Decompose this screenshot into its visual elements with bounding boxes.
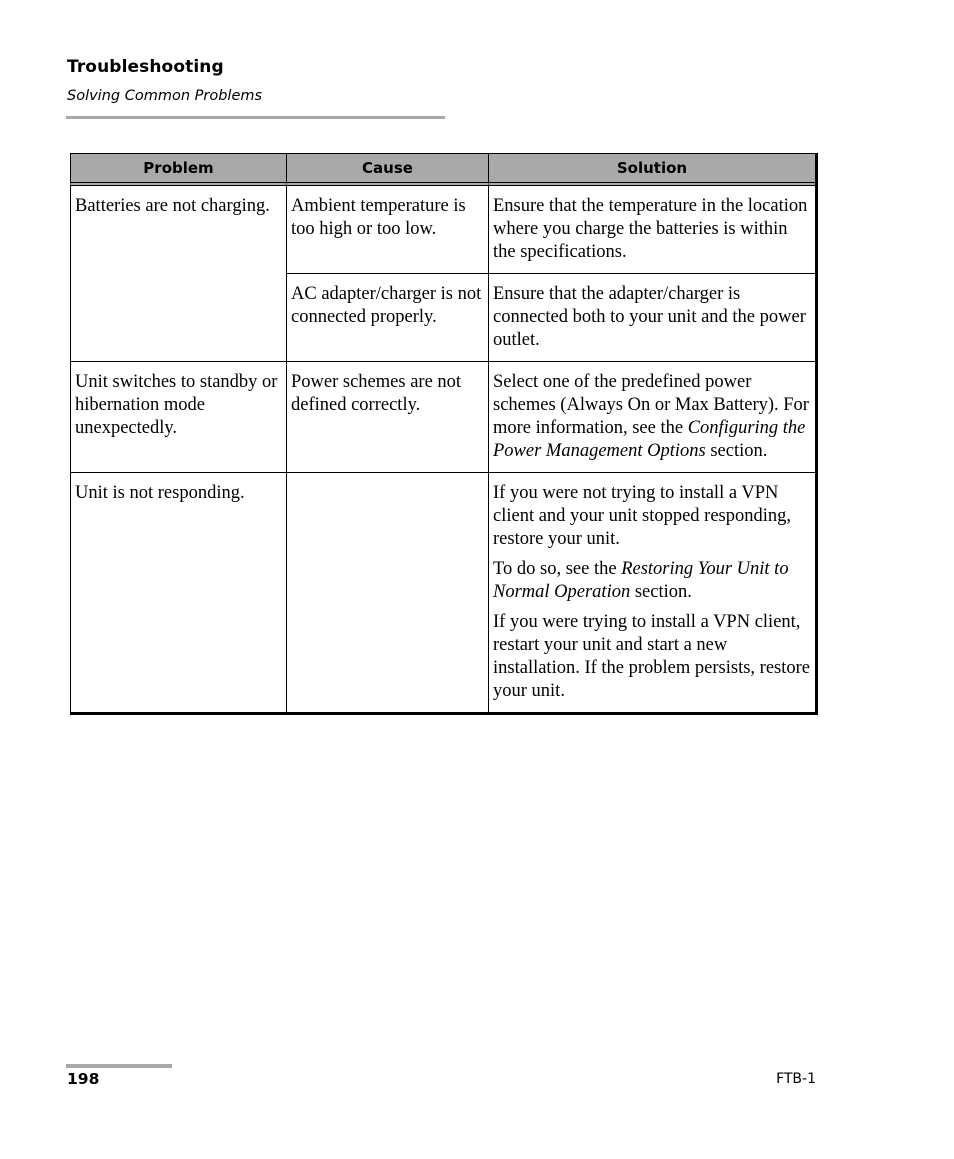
section-title: Troubleshooting [67, 57, 224, 77]
table-row [70, 186, 815, 274]
cross-reference-restore: Restoring Your Unit to Normal Operation [493, 559, 789, 602]
solution-text: section. [630, 582, 692, 602]
solution-cell: Ensure that the adapter/charger is connected both to your unit and the power outlet. [488, 274, 815, 362]
footer-divider [66, 1064, 172, 1068]
cross-reference-power-options: Configuring the Power Management Options [493, 418, 806, 461]
table-row [70, 473, 815, 712]
cause-cell [286, 473, 488, 712]
problem-cell: Batteries are not charging. [70, 186, 286, 362]
table-header-row [70, 153, 815, 186]
solution-paragraph [493, 558, 811, 604]
solution-cell [488, 473, 815, 712]
cause-cell: AC adapter/charger is not connected properly. [286, 274, 488, 362]
solution-text: section. [705, 441, 768, 461]
solution-cell [488, 362, 815, 473]
column-header-cause: Cause [286, 153, 488, 186]
section-subtitle: Solving Common Problems [67, 88, 263, 104]
solution-cell: Ensure that the temperature in the location where you charge the batteries is within the specifications. [488, 186, 815, 274]
column-header-solution: Solution [488, 153, 815, 186]
header-divider [66, 116, 445, 119]
table-row [70, 362, 815, 473]
cause-cell: Ambient temperature is too high or too low. [286, 186, 488, 274]
document-code: FTB-1 [776, 1071, 816, 1087]
problem-cell: Unit is not responding. [70, 473, 286, 712]
page-number: 198 [67, 1070, 100, 1088]
solution-text: Select one of the predefined power schemes (Always On or Max Battery). For more information, see the [493, 372, 809, 438]
cause-cell: Power schemes are not defined correctly. [286, 362, 488, 473]
solution-paragraph: If you were not trying to install a VPN client and your unit stopped responding, restore your unit. [493, 483, 792, 549]
troubleshooting-table [70, 153, 818, 715]
solution-paragraph: If you were trying to install a VPN client, restart your unit and start a new installation. If the problem persists, restore your unit. [493, 612, 810, 701]
column-header-problem: Problem [70, 153, 286, 186]
solution-text: To do so, see the [493, 559, 622, 579]
problem-cell: Unit switches to standby or hibernation mode unexpectedly. [70, 362, 286, 473]
